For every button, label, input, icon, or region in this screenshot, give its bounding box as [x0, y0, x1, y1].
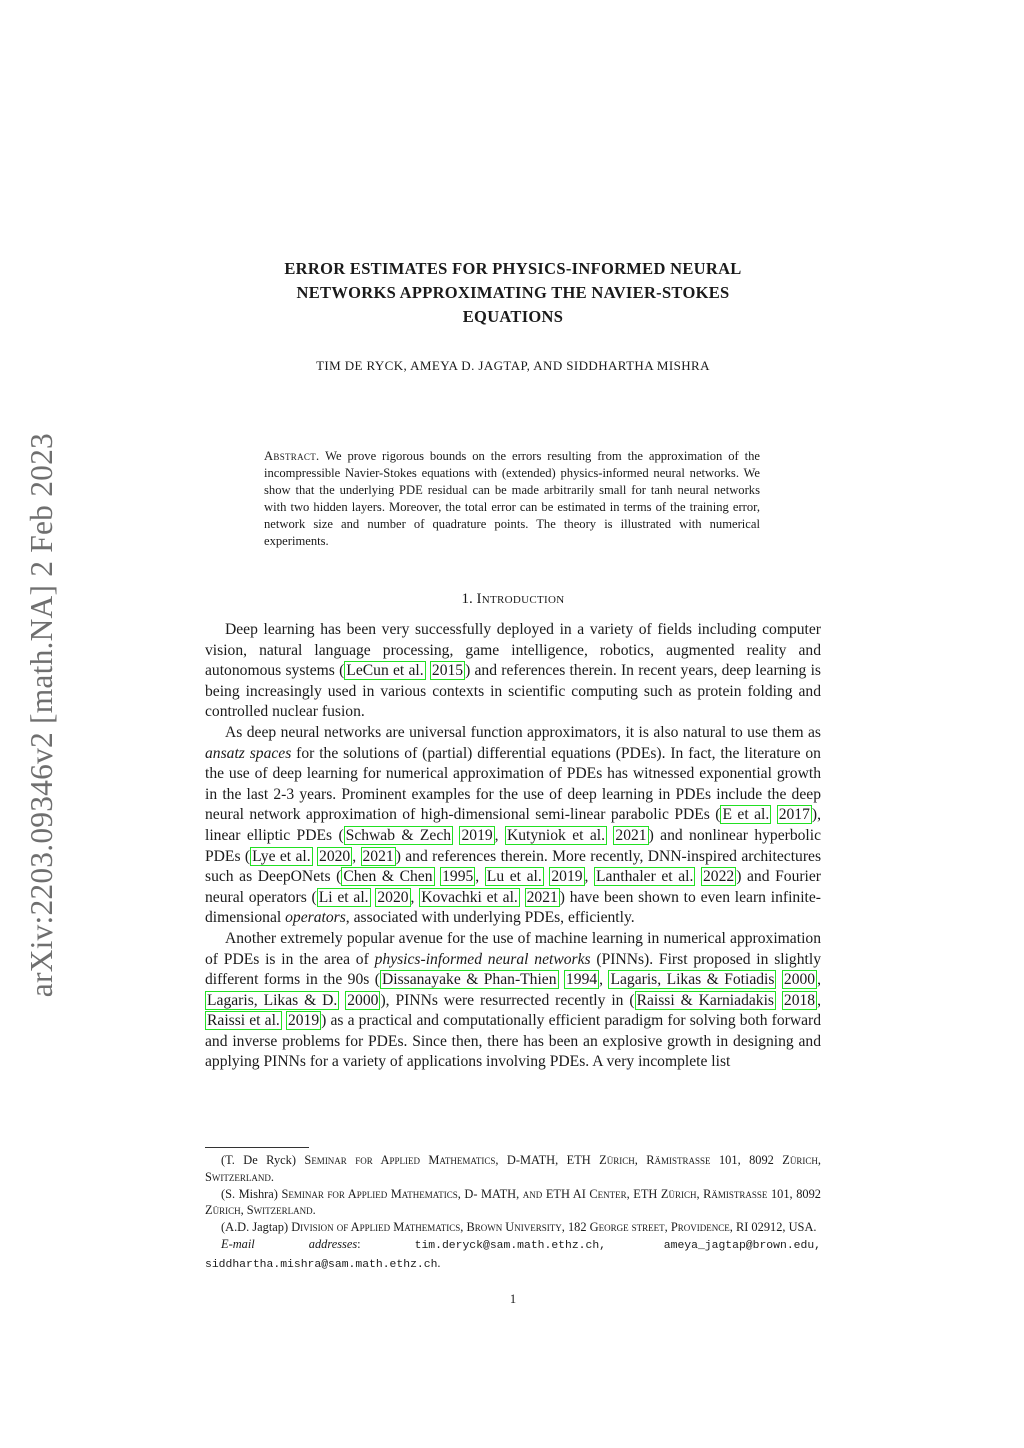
footnote-affiliation	[205, 1186, 821, 1220]
separator: .	[437, 1255, 441, 1270]
citation-year-link[interactable]: 2017	[778, 806, 810, 824]
citation-link[interactable]: Lagaris, Likas & D.	[207, 991, 338, 1009]
separator: ,	[410, 888, 420, 906]
citation-year-link[interactable]: 2000	[783, 971, 816, 989]
citation-year-link[interactable]: 2021	[615, 826, 647, 844]
text-run: ) and Fourier neural operators (	[205, 868, 822, 906]
citation-year-link[interactable]: 2020	[319, 847, 351, 865]
paragraph	[205, 620, 821, 723]
arxiv-identifier: arXiv:2203.09346v2 [math.NA] 2 Feb 2023	[24, 433, 59, 998]
citation-link[interactable]: Kutyniok et al.	[506, 826, 606, 844]
text-run: ), linear elliptic PDEs (	[205, 806, 821, 844]
separator: ,	[494, 826, 505, 844]
abstract-heading: Abstract.	[264, 449, 320, 463]
text-run: ) and references therein. More recently, DNN-inspired architectures such as DeepONets (	[205, 847, 822, 886]
text-run: ) as a practical and computationally efficient paradigm for solving both forward and inverse problems for PDEs. Since then, there has been an explosive growth in designing and applying PINNs for a variety of applications involving PDEs. A very incomplete list	[205, 1012, 821, 1071]
citation-link[interactable]: LeCun et al.	[346, 662, 424, 680]
citation-link[interactable]: Raissi et al.	[207, 1012, 280, 1030]
citation-year-link[interactable]: 2019	[287, 1012, 320, 1030]
citation-year-link[interactable]: 2022	[703, 868, 735, 886]
footnote-name: (T. De Ryck)	[221, 1153, 296, 1167]
citation-year-link[interactable]: 2020	[377, 888, 409, 906]
paper-title	[205, 257, 821, 329]
text-run: Another extremely popular avenue for the use of machine learning in numerical approximation of PDEs is in the area of	[205, 929, 821, 968]
footnote-affiliation	[205, 1152, 821, 1186]
footnote-address: Seminar for Applied Mathematics, D- MATH, and ETH AI Center, ETH Zürich, Rämistrasse 101, 8092 Zürich, Switzerland.	[205, 1186, 821, 1218]
paragraph	[205, 929, 821, 1073]
section-title: Introduction	[476, 591, 565, 607]
text-run: (PINNs). First proposed in slightly different forms in the 90s (	[205, 950, 821, 989]
citation-link[interactable]: Lanthaler et al.	[596, 868, 694, 886]
separator: ,	[584, 868, 595, 886]
page-number: 1	[509, 1292, 517, 1306]
footnote-emails	[205, 1236, 821, 1274]
citation-year-link[interactable]: 2021	[526, 888, 558, 906]
citation-link[interactable]: Dissanayake & Phan-Thien	[381, 971, 557, 989]
citation-link[interactable]: Lagaris, Likas & Fotiadis	[610, 971, 775, 989]
text-run: ) and nonlinear hyperbolic PDEs (	[205, 826, 822, 865]
author-list: TIM DE RYCK, AMEYA D. JAGTAP, AND SIDDHARTHA MISHRA	[316, 358, 710, 373]
email-addresses[interactable]: tim.deryck@sam.math.ethz.ch, ameya_jagtap@brown.edu, siddhartha.mishra@sam.math.ethz.ch	[205, 1239, 821, 1271]
text-run: Deep learning has been very successfully deployed in a variety of fields including computer vision, natural language processing, game intelligence, robotics, augmented reality and autonomous systems (	[205, 621, 821, 680]
emphasis: physics-informed neural networks	[374, 950, 591, 968]
separator: ,	[599, 971, 609, 989]
section-number: 1.	[461, 591, 473, 607]
citation-year-link[interactable]: 2015	[431, 662, 464, 680]
citation-link[interactable]: Chen & Chen	[343, 868, 433, 886]
citation-year-link[interactable]: 1995	[442, 868, 474, 886]
title-line: ERROR ESTIMATES FOR PHYSICS-INFORMED NEURAL	[284, 259, 742, 278]
title-line: EQUATIONS	[462, 307, 564, 326]
citation-link[interactable]: Kovachki et al.	[421, 888, 518, 906]
emphasis: ansatz spaces	[205, 744, 292, 762]
citation-year-link[interactable]: 2021	[362, 847, 394, 865]
text-run: ) have been shown to even learn infinite-dimensional	[205, 888, 821, 927]
citation-year-link[interactable]: 2019	[551, 868, 583, 886]
citation-link[interactable]: Lu et al.	[486, 868, 542, 886]
body-text	[205, 620, 821, 1073]
title-line: NETWORKS APPROXIMATING THE NAVIER-STOKES	[296, 283, 730, 302]
footnotes	[205, 1152, 821, 1274]
citation-link[interactable]: Raissi & Karniadakis	[636, 991, 774, 1009]
footnote-name: (S. Mishra)	[221, 1186, 278, 1201]
citation-link[interactable]: Lye et al.	[252, 847, 311, 865]
text-run: ), PINNs were resurrected recently in (	[380, 991, 635, 1009]
footnote-address: Seminar for Applied Mathematics, D-MATH, ETH Zürich, Rämistrasse 101, 8092 Zürich, Switzerland.	[205, 1153, 821, 1184]
separator: ,	[817, 991, 821, 1009]
footnote-rule	[205, 1147, 309, 1148]
separator: ,	[817, 971, 821, 989]
citation-link[interactable]: E et al.	[722, 806, 770, 824]
text-run: for the solutions of (partial) differential equations (PDEs). In fact, the literature on the use of deep learning for numerical approximation of PDEs has witnessed exponential growth in the last 2-3 years. Prominent examples for the use of deep learning in PDEs include the deep neural network approximation of high-dimensional semi-linear parabolic PDEs (	[205, 744, 821, 824]
separator: ,	[352, 847, 361, 865]
abstract-text: We prove rigorous bounds on the errors resulting from the approximation of the incompressible Navier-Stokes equations with (extended) physics-informed neural networks. We show that the underlying PDE residual can be made arbitrarily small for tanh neural networks with two hidden layers. Moreover, the total error can be estimated in terms of the training error, network size and number of quadrature points. The theory is illustrated with numerical experiments.	[264, 449, 760, 548]
text-run: As deep neural networks are universal function approximators, it is also natural to use them as	[225, 723, 821, 741]
separator: :	[357, 1236, 415, 1251]
footnote-address: Division of Applied Mathematics, Brown University, 182 George street, Providence, RI 02912, USA.	[291, 1220, 817, 1235]
emphasis: operators	[285, 909, 346, 927]
citation-year-link[interactable]: 1994	[565, 971, 598, 989]
separator: ,	[475, 868, 485, 886]
text-run: , associated with underlying PDEs, efficiently.	[345, 909, 635, 927]
citation-link[interactable]: Schwab & Zech	[345, 826, 452, 844]
text-run: ) and references therein. In recent years, deep learning is being increasingly used in various contexts in scientific computing such as protein folding and controlled nuclear fusion.	[205, 662, 822, 721]
citation-year-link[interactable]: 2019	[461, 826, 493, 844]
paragraph	[205, 723, 821, 929]
abstract	[264, 448, 760, 550]
citation-link[interactable]: Li et al.	[318, 888, 369, 906]
section-heading	[205, 591, 821, 608]
footnote-affiliation	[205, 1219, 821, 1236]
email-label: E-mail addresses	[221, 1236, 358, 1251]
citation-year-link[interactable]: 2018	[783, 991, 816, 1009]
footnote-name: (A.D. Jagtap)	[221, 1220, 289, 1235]
citation-year-link[interactable]: 2000	[347, 991, 379, 1009]
